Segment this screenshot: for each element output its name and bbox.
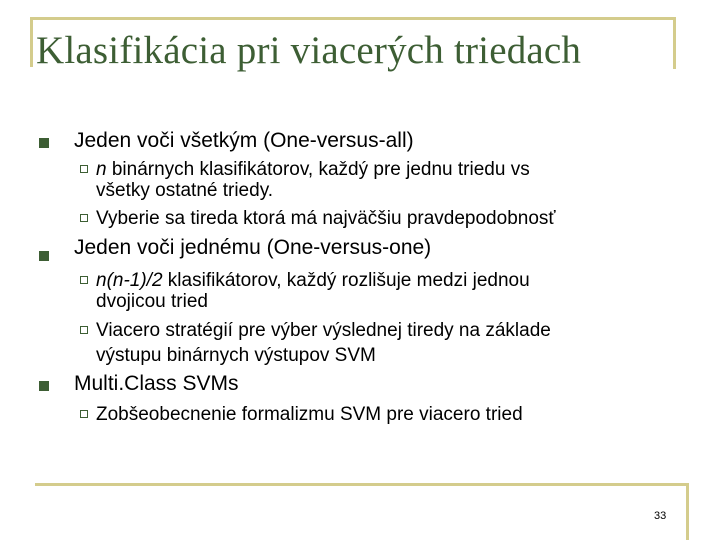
bottom-right-rule-line bbox=[686, 483, 689, 540]
sub-bullet-box-icon bbox=[80, 326, 88, 334]
sub-bullet-box-icon bbox=[80, 214, 88, 222]
top-frame-line bbox=[30, 17, 676, 20]
sub-bullet-continuation: dvojicou tried bbox=[96, 291, 208, 312]
bullet-square-icon bbox=[39, 138, 49, 148]
bullet-item: Multi.Class SVMs bbox=[74, 372, 239, 395]
bullet-square-icon bbox=[39, 381, 49, 391]
right-frame-line bbox=[673, 17, 676, 69]
sub-bullet-box-icon bbox=[80, 165, 88, 173]
sub-bullet-continuation: výstupu binárnych výstupov SVM bbox=[96, 345, 376, 366]
bullet-square-icon bbox=[39, 251, 49, 261]
italic-term: n(n-1)/2 bbox=[96, 270, 163, 291]
bullet-item: Jeden voči jednému (One-versus-one) bbox=[74, 236, 432, 259]
sub-bullet-item: Zobšeobecnenie formalizmu SVM pre viacero tried bbox=[96, 404, 523, 425]
bullet-item: Jeden voči všetkým (One-versus-all) bbox=[74, 129, 414, 152]
left-frame-line bbox=[30, 17, 33, 67]
page-number: 33 bbox=[654, 510, 667, 522]
sub-bullet-text: klasifikátorov, každý rozlišuje medzi jednou bbox=[162, 270, 530, 291]
sub-bullet-box-icon bbox=[80, 410, 88, 418]
slide-title: Klasifikácia pri viacerých triedach bbox=[36, 29, 582, 72]
italic-term: n bbox=[96, 159, 107, 180]
sub-bullet-item: Vyberie sa tireda ktorá má najväčšiu pravdepodobnosť bbox=[96, 208, 556, 229]
sub-bullet-item bbox=[96, 160, 530, 180]
bottom-rule-line bbox=[35, 483, 686, 486]
sub-bullet-text: binárnych klasifikátorov, každý pre jednu triedu vs bbox=[106, 159, 530, 180]
sub-bullet-continuation: všetky ostatné triedy. bbox=[96, 180, 274, 201]
sub-bullet-item: Viacero stratégií pre výber výslednej tiredy na základe bbox=[96, 320, 551, 341]
sub-bullet-item bbox=[96, 271, 530, 291]
sub-bullet-box-icon bbox=[80, 276, 88, 284]
